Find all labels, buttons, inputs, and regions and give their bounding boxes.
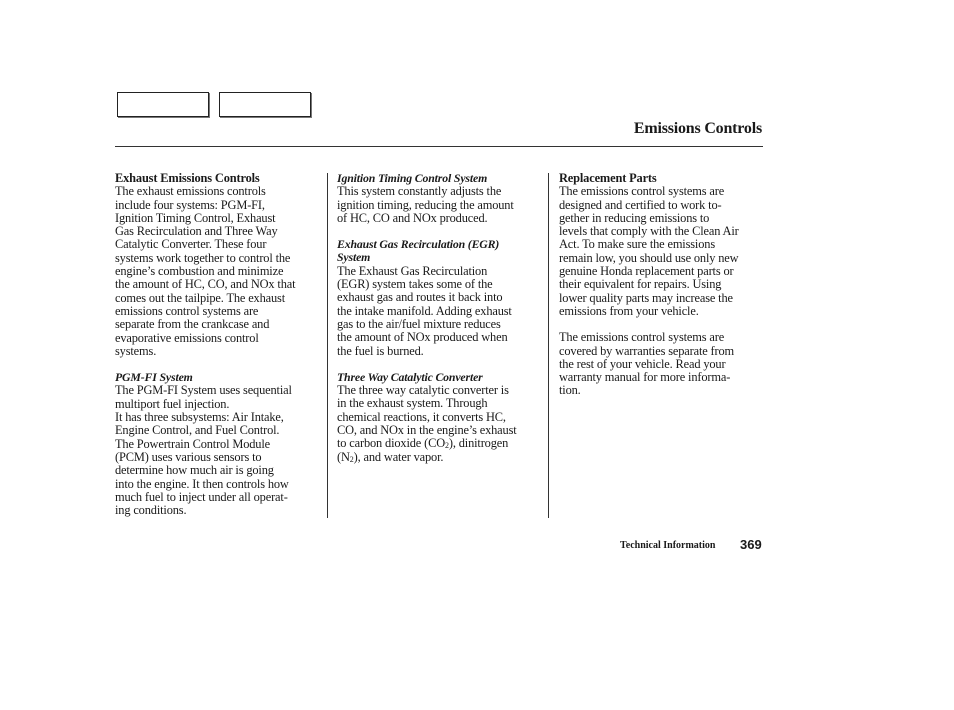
footer-section-label: Technical Information — [620, 540, 716, 551]
text-line: emissions from your vehicle. — [559, 303, 699, 318]
text-fragment: to carbon dioxide (CO — [337, 436, 445, 451]
text-line: their equivalent for repairs. Using — [559, 277, 722, 292]
paragraph-exhaust-intro — [115, 185, 322, 358]
text-line: tion. — [559, 383, 581, 398]
section-heading-replacement-parts: Replacement Parts — [559, 171, 657, 185]
page-title: Emissions Controls — [633, 120, 762, 137]
text-line: the amount of HC, CO, and NOx that — [115, 277, 296, 292]
paragraph-warranty — [559, 331, 764, 397]
text-line: gas to the air/fuel mixture reduces — [337, 316, 501, 331]
text-line: the rest of your vehicle. Read your — [559, 356, 726, 371]
text-line: This system constantly adjusts the — [337, 184, 502, 199]
text-line: The emissions control systems are — [559, 184, 725, 199]
text-line: (EGR) system takes some of the — [337, 277, 493, 292]
text-line: engine’s combustion and minimize — [115, 264, 284, 279]
text-line: The emissions control systems are — [559, 330, 725, 345]
text-line: genuine Honda replacement parts or — [559, 264, 734, 279]
text-line: the intake manifold. Adding exhaust — [337, 303, 512, 318]
subheading-pgm-fi: PGM-FI System — [115, 370, 193, 385]
subheading-line: Exhaust Gas Recirculation (EGR) — [337, 237, 500, 252]
text-line: designed and certified to work to- — [559, 197, 722, 212]
text-line: warranty manual for more informa- — [559, 370, 731, 385]
text-line: CO, and NOx in the engine’s exhaust — [337, 423, 517, 438]
text-line: The Exhaust Gas Recirculation — [337, 263, 488, 278]
text-line: The PGM-FI System uses sequential — [115, 383, 292, 398]
text-fragment: ), dinitrogen — [448, 436, 509, 451]
text-line: covered by warranties separate from — [559, 343, 735, 358]
previous-page-button[interactable] — [117, 92, 209, 117]
page-number: 369 — [740, 537, 762, 552]
text-line: exhaust gas and routes it back into — [337, 290, 503, 305]
text-line: remain low, you should use only new — [559, 250, 739, 265]
text-line: systems work together to control the — [115, 250, 291, 265]
subheading-egr — [337, 238, 544, 265]
paragraph-replacement-parts — [559, 185, 764, 318]
column-divider-2 — [548, 173, 549, 518]
text-line: much fuel to inject under all operat- — [115, 489, 288, 504]
text-line: lower quality parts may increase the — [559, 290, 733, 305]
text-line: determine how much air is going — [115, 463, 274, 478]
subheading-line: System — [337, 250, 371, 265]
text-line: The exhaust emissions controls — [115, 184, 266, 199]
subheading-ignition-timing: Ignition Timing Control System — [337, 171, 488, 185]
text-line-co2 — [337, 437, 544, 450]
text-line: The Powertrain Control Module — [115, 436, 270, 451]
text-line: ing conditions. — [115, 503, 187, 518]
text-line: separate from the crankcase and — [115, 317, 270, 332]
text-line: of HC, CO and NOx produced. — [337, 210, 488, 225]
text-line: levels that comply with the Clean Air — [559, 224, 739, 239]
column-replacement-parts — [559, 172, 764, 398]
text-line: include four systems: PGM-FI, — [115, 197, 265, 212]
text-line: Gas Recirculation and Three Way — [115, 224, 278, 239]
text-line: chemical reactions, it converts HC, — [337, 409, 506, 424]
paragraph-three-way-catalytic — [337, 384, 544, 464]
text-line: Engine Control, and Fuel Control. — [115, 423, 280, 438]
text-line: It has three subsystems: Air Intake, — [115, 410, 284, 425]
text-line: Catalytic Converter. These four — [115, 237, 267, 252]
text-line: Act. To make sure the emissions — [559, 237, 715, 252]
subscript: 2 — [349, 454, 354, 464]
text-line: emissions control systems are — [115, 303, 259, 318]
title-divider — [115, 146, 763, 147]
text-line: into the engine. It then controls how — [115, 476, 289, 491]
text-line: Ignition Timing Control, Exhaust — [115, 210, 276, 225]
column-emission-systems — [337, 172, 544, 464]
text-line: gether in reducing emissions to — [559, 210, 710, 225]
paragraph-ignition-timing — [337, 185, 544, 225]
text-line: ignition timing, reducing the amount — [337, 197, 514, 212]
column-divider-1 — [327, 173, 328, 518]
text-line: the amount of NOx produced when — [337, 330, 508, 345]
text-fragment: ), and water vapor. — [353, 449, 444, 464]
text-line: systems. — [115, 343, 157, 358]
text-line: in the exhaust system. Through — [337, 396, 488, 411]
text-line: multiport fuel injection. — [115, 396, 230, 411]
text-fragment: (N — [337, 449, 350, 464]
spacer — [337, 358, 544, 371]
text-line: the fuel is burned. — [337, 343, 424, 358]
subheading-three-way-catalytic: Three Way Catalytic Converter — [337, 369, 483, 384]
text-line: comes out the tailpipe. The exhaust — [115, 290, 286, 305]
next-page-button[interactable] — [219, 92, 311, 117]
column-exhaust-emissions — [115, 172, 322, 517]
text-line: evaporative emissions control — [115, 330, 259, 345]
text-line-n2 — [337, 451, 544, 464]
text-line: The three way catalytic converter is — [337, 383, 509, 398]
subscript: 2 — [445, 441, 449, 451]
text-line: (PCM) uses various sensors to — [115, 449, 262, 464]
paragraph-pgm-fi — [115, 384, 322, 517]
paragraph-egr — [337, 265, 544, 358]
section-heading-exhaust-emissions: Exhaust Emissions Controls — [115, 171, 260, 185]
